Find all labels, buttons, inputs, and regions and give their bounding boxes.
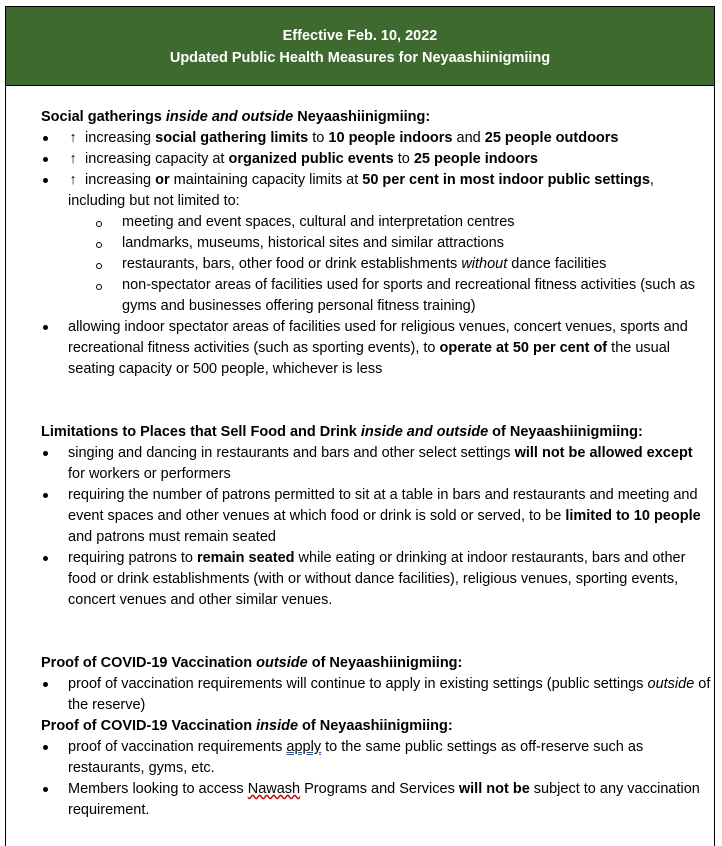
up-arrow-icon: ↑ [69,130,77,146]
section-heading-vaccination-outside: Proof of COVID-19 Vaccination outside of Neyaashiinigmiing: [41,655,463,671]
list-item: requiring patrons to remain seated while eating or drinking at indoor restaurants, bars and other food or drink establishments (with or without dance facilities), religious venues, sporting events, concert venues and other similar venues. [41,548,713,611]
header-banner [6,7,714,86]
section-heading-social-gatherings: Social gatherings inside and outside Neyaashiinigmiing: [41,109,431,125]
up-arrow-icon: ↑ [69,172,77,188]
list-item: proof of vaccination requirements will continue to apply in existing settings (public settings outside of the reserve) [41,674,713,716]
list-item: Members looking to access Nawash Programs and Services will not be subject to any vaccination requirement. [41,779,713,821]
social-gatherings-list [41,128,713,380]
section-heading-food-and-drink: Limitations to Places that Sell Food and Drink inside and outside of Neyaashiinigmiing: [41,424,643,440]
indoor-settings-sublist [68,212,713,317]
list-item: ↑ increasing or maintaining capacity limits at 50 per cent in most indoor public settings, including but not limited to: meeting and event spaces, cultural and interpretation centres landmarks, museums, historical sites and similar attractions restaurants, bars, other food or drink establishments without dance facilities non-spectator areas of facilities used for sports and recreational fitness activities (such as gyms and businesses offering personal fitness training) [41,170,713,317]
list-item: proof of vaccination requirements apply to the same public settings as off-reserve such as restaurants, gyms, etc. [41,737,713,779]
list-item: ↑ increasing social gathering limits to 10 people indoors and 25 people outdoors [41,128,713,149]
sublist-item: restaurants, bars, other food or drink establishments without dance facilities [68,254,713,275]
sublist-item: non-spectator areas of facilities used for sports and recreational fitness activities (such as gyms and businesses offering personal fitness training) [68,275,713,317]
list-item: allowing indoor spectator areas of facilities used for religious venues, concert venues, sports and recreational fitness activities (such as sporting events), to operate at 50 per cent of the usual seating capacity or 500 people, whichever is less [41,317,713,380]
section-heading-vaccination-inside: Proof of COVID-19 Vaccination inside of Neyaashiinigmiing: [41,718,453,734]
up-arrow-icon: ↑ [69,151,77,167]
list-item: singing and dancing in restaurants and bars and other select settings will not be allowed except for workers or performers [41,443,713,485]
sublist-item: meeting and event spaces, cultural and interpretation centres [68,212,713,233]
list-item: ↑ increasing capacity at organized public events to 25 people indoors [41,149,713,170]
document-title: Updated Public Health Measures for Neyaashiinigmiing [169,50,551,66]
vaccination-inside-list [41,737,713,821]
document-body [41,107,713,821]
list-item: requiring the number of patrons permitted to sit at a table in bars and restaurants and meeting and event spaces and other venues at which food or drink is sold or served, to be limited to 10 people and patrons must remain seated [41,485,713,548]
vaccination-outside-list [41,674,713,716]
sublist-item: landmarks, museums, historical sites and similar attractions [68,233,713,254]
food-drink-list [41,443,713,611]
effective-date: Effective Feb. 10, 2022 [282,28,438,44]
